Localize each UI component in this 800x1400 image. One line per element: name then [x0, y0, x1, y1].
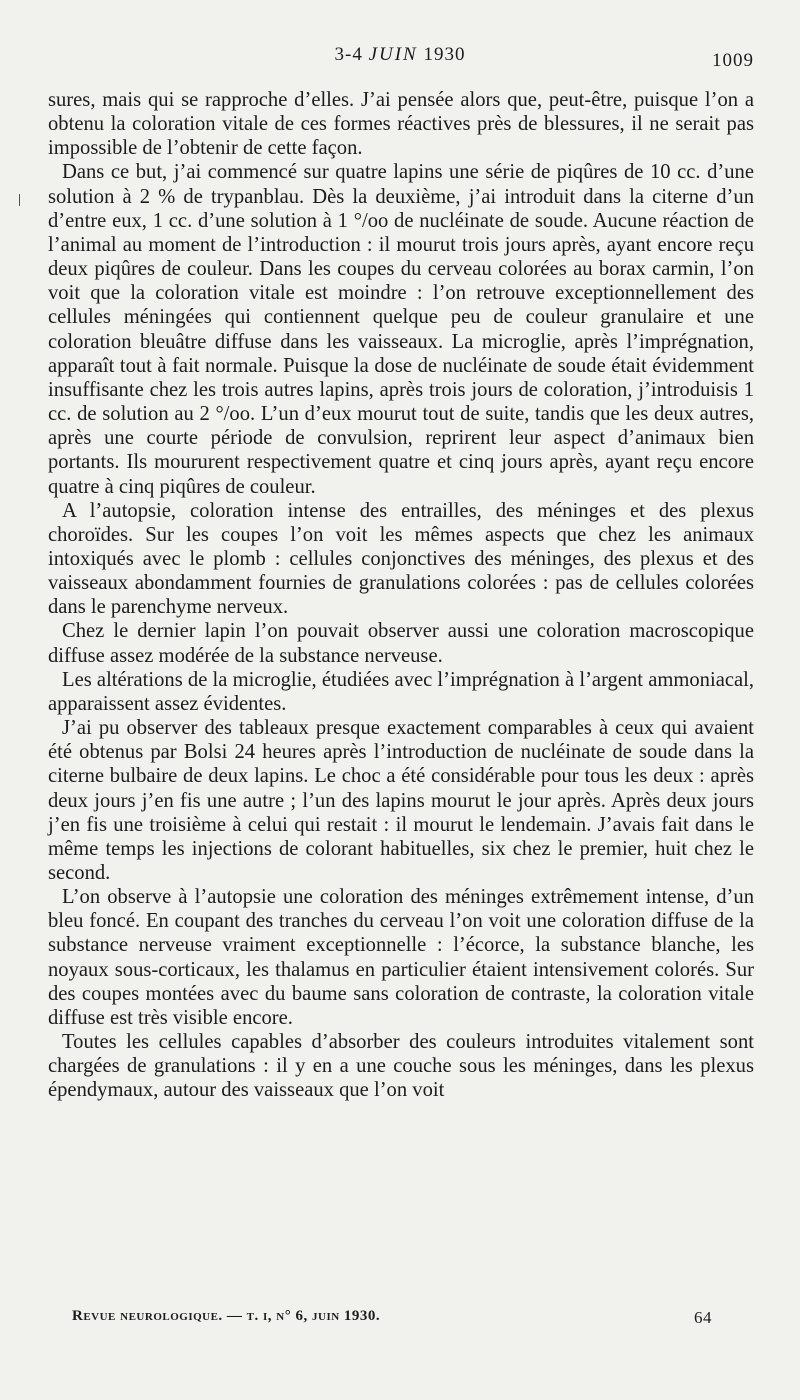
- paragraph: A l’autopsie, coloration intense des entrailles, des méninges et des plexus choroïdes. Sur les coupes l’on voit les mêmes aspects que chez les animaux intoxiqués avec le plomb : cellules conjonctives des méninges, des plexus et des vaisseaux abondamment fournies de granulations colorées : pas de cellules colorées dans le parenchyme nerveux.: [48, 499, 754, 619]
- paragraph: Dans ce but, j’ai commencé sur quatre lapins une série de piqûres de 10 cc. d’une solution à 2 % de trypanblau. Dès la deuxième, j’ai introduit dans la citerne d’un d’entre eux, 1 cc. d’une solution à 1 °/oo de nucléinate de soude. Aucune réaction de l’animal au moment de l’introduction : il mourut trois jours après, ayant encore reçu deux piqûres de couleur. Dans les coupes du cerveau colorées au borax carmin, l’on voit que la coloration vitale est moindre : l’on retrouve exceptionnellement des cellules méningées qui contiennent quelque peu de couleur granulaire et une coloration bleuâtre diffuse dans les vaisseaux. La microglie, après l’imprégnation, apparaît tout à fait normale. Puisque la dose de nucléinate de soude était évidemment insuffisante chez les trois autres lapins, après trois jours de coloration, j’introduisis 1 cc. de solution au 2 °/oo. L’un d’eux mourut tout de suite, tandis que les deux autres, après une courte période de convulsion, reprirent leur aspect d’animaux bien portants. Ils moururent respectivement quatre et cinq jours après, ayant reçu encore quatre à cinq piqûres de couleur.: [48, 161, 754, 498]
- paragraph: Toutes les cellules capables d’absorber des couleurs introduites vitalement sont chargées de granulations : il y en a une couche sous les méninges, dans les plexus épendymaux, autour des vaisseaux que l’on voit: [48, 1031, 754, 1102]
- running-head: [0, 44, 800, 74]
- paragraph: sures, mais qui se rapproche d’elles. J’ai pensée alors que, peut-être, puisque l’on a obtenu la coloration vitale de ces formes réactives près de blessures, il ne serait pas impossible de l’obtenir de cette façon.: [48, 89, 754, 160]
- header-date-prefix: 3-4: [334, 44, 363, 65]
- header-date-year: 1930: [423, 44, 466, 65]
- sheet-number: 64: [694, 1308, 712, 1327]
- margin-mark: [19, 194, 20, 206]
- page-footer: [72, 1308, 722, 1332]
- header-date-month: JUIN: [368, 44, 418, 65]
- header-date: [0, 44, 800, 66]
- journal-citation: Revue neurologique. — t. i, n° 6, juin 1930.: [72, 1308, 381, 1324]
- paragraph: J’ai pu observer des tableaux presque exactement comparables à ceux qui avaient été obtenus par Bolsi 24 heures après l’introduction de nucléinate de soude dans la citerne bulbaire de deux lapins. Le choc a été considérable pour tous les deux : après deux jours j’en fis une autre ; l’un des lapins mourut le jour après. Après deux jours j’en fis une troisième à celui qui restait : il mourut le lendemain. J’avais fait dans le même temps les injections de colorant habituelles, six chez le premier, huit chez le second.: [48, 717, 754, 884]
- paragraph: Chez le dernier lapin l’on pouvait observer aussi une coloration macroscopique diffuse assez modérée de la substance nerveuse.: [48, 620, 754, 667]
- paragraph: L’on observe à l’autopsie une coloration des méninges extrêmement intense, d’un bleu foncé. En coupant des tranches du cerveau l’on voit une coloration diffuse de la substance nerveuse vraiment exceptionnelle : l’écorce, la substance blanche, les noyaux sous-corticaux, les thalamus en particulier étaient intensivement colorés. Sur des coupes montées avec du baume sans coloration de contraste, la coloration vitale diffuse est très visible encore.: [48, 886, 754, 1029]
- page-number: 1009: [712, 50, 754, 71]
- body-text: [48, 88, 754, 1103]
- paragraph: Les altérations de la microglie, étudiées avec l’imprégnation à l’argent ammoniacal, apparaissent assez évidentes.: [48, 668, 754, 715]
